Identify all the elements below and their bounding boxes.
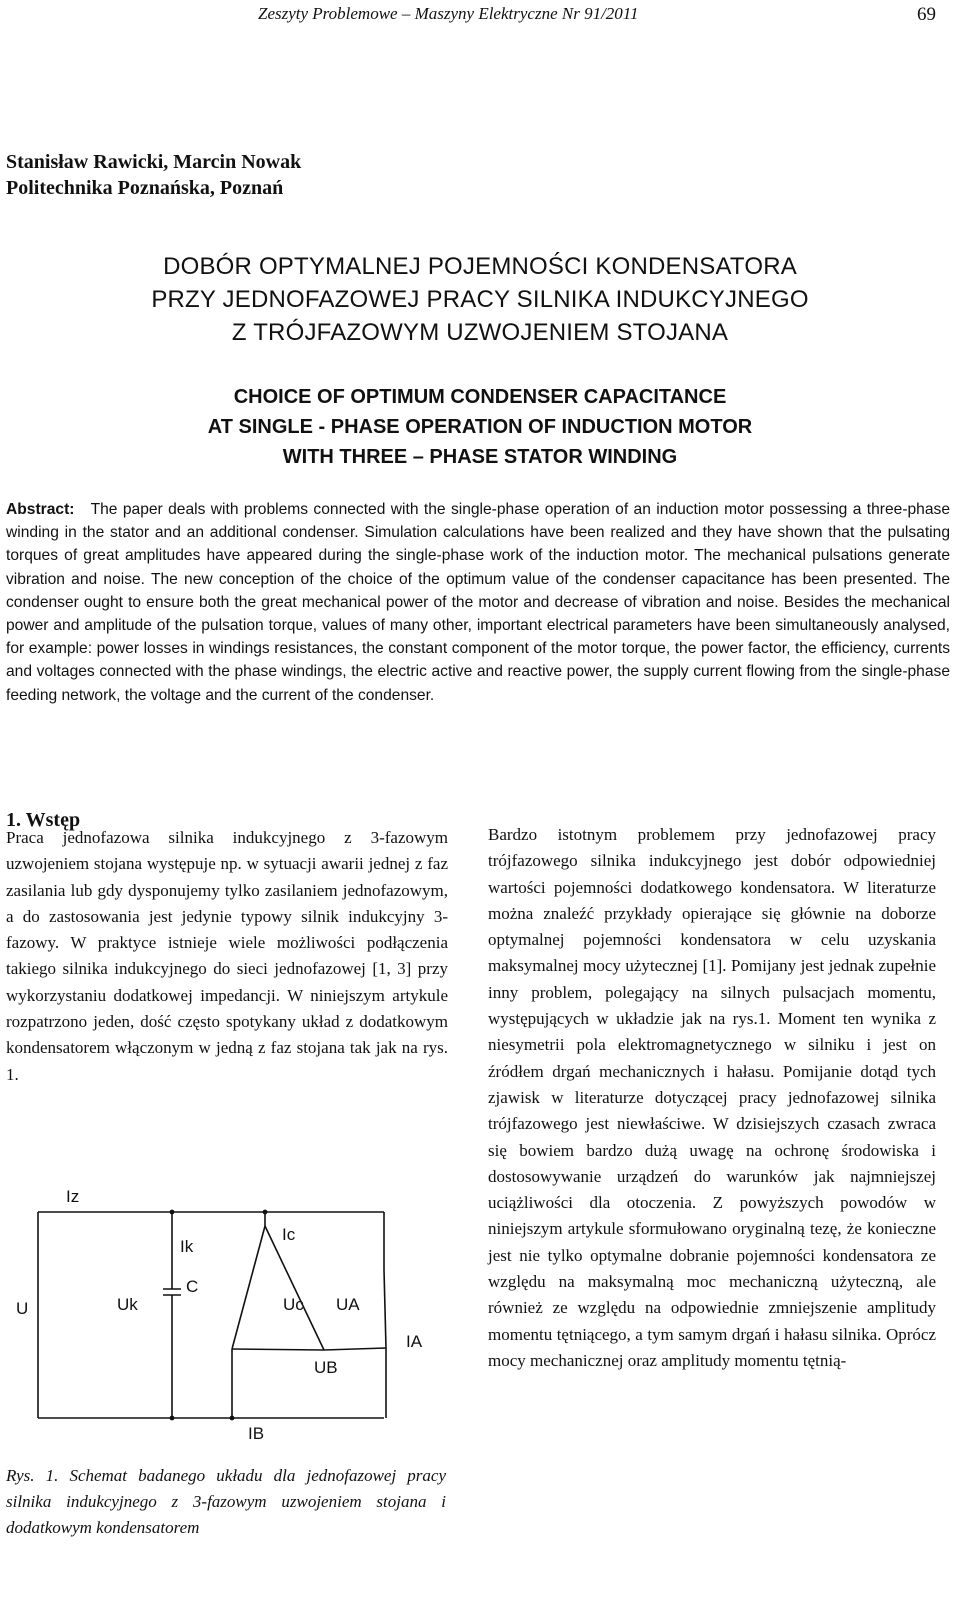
label-ib: IB [248,1424,265,1443]
title-english-line: CHOICE OF OPTIMUM CONDENSER CAPACITANCE [233,386,727,408]
author-affiliation: Politechnika Poznańska, Poznań [6,177,284,199]
left-column-text: Praca jednofazowa silnika indukcyjnego z 3-fazowym uzwojeniem stojana występuje np. w sytuacji awarii jednej z faz zasilania lub gdy dysponujemy tylko zasilaniem jednofazowym, a do zastosowania jest jedynie typowy silnik indukcyjny 3-fazowy. W praktyce istnieje wiele możliwości podłączenia takiego silnika indukcyjnego do sieci jednofazowej [1, 3] przy wykorzystaniu dodatkowej impedancji. W niniejszym artykule rozpatrzono jeden, dość często spotykany układ z dodatkowym kondensatorem włączonym w jedną z faz stojana tak jak na rys. 1. [6,828,448,1084]
label-uc: Uc [283,1295,304,1314]
label-u: U [16,1299,29,1318]
author-block [6,149,301,201]
junction-dot [263,1210,268,1215]
winding-c [232,1226,265,1349]
winding-a [265,1226,324,1350]
title-polish-line: DOBÓR OPTYMALNEJ POJEMNOŚCI KONDENSATORA [163,253,797,280]
circuit-diagram [12,1180,464,1450]
title-polish [0,250,960,349]
title-polish-line: PRZY JEDNOFAZOWEJ PRACY SILNIKA INDUKCYJNEGO [151,286,809,313]
figure-caption: Rys. 1. Schemat badanego układu dla jednofazowej pracy silnika indukcyjnego z 3-fazowym uzwojeniem stojana i dodatkowym kondensatorem [6,1466,446,1537]
label-iz: Iz [66,1187,80,1206]
right-column-text: Bardzo istotnym problemem przy jednofazowej pracy trójfazowego silnika indukcyjnego jest dobór odpowiedniej wartości pojemności dodatkowego kondensatora. W literaturze można znaleźć przykłady opierające się głównie na doborze optymalnej pojemności kondensatora w celu uzyskania maksymalnej mocy użytecznej [1]. Pomijany jest jednak zupełnie inny problem, polegający na silnych pulsacjach momentu, występujących w układzie jak na rys.1. Moment ten wynika z niesymetrii pola elektromagnetycznego w silniku i jest on źródłem drgań mechanicznych i hałasu. Pomijanie dotąd tych zjawisk w literaturze dotyczącej pracy jednofazowej silnika trójfazowego jest niewłaściwe. W dzisiejszych czasach zwraca się bowiem bardzo dużą uwagę na ochronę środowiska i dostosowywanie urządzeń do warunków jak najmniejszej uciążliwości dla otoczenia. Z powyższych powodów w niniejszym artykule sformułowano oryginalną tezę, że konieczne jest nie tylko optymalne dobranie pojemności kondensatora ze względu na maksymalną moc mechaniczną użyteczną, ale również ze względu na odpowiednie zmniejszenie amplitudy momentu tętniącego, a tym samym drgań i hałasu silnika. Oprócz mocy mechanicznej oraz amplitudy momentu tętnią- [488,825,936,1370]
label-ik: Ik [180,1237,194,1256]
junction-dot [170,1416,175,1421]
label-c: C [186,1277,199,1296]
title-english-line: AT SINGLE - PHASE OPERATION OF INDUCTION MOTOR [207,416,753,438]
label-ub: UB [314,1358,338,1377]
node-right-lead [324,1348,386,1350]
title-english [0,382,960,472]
right-column [488,822,936,1374]
author-names: Stanisław Rawicki, Marcin Nowak [6,151,302,173]
junction-dot [170,1210,175,1215]
winding-b [232,1349,324,1350]
label-ia: IA [406,1332,423,1351]
abstract-text: The paper deals with problems connected with the single-phase operation of an induction motor possessing a three-phase winding in the stator and an additional condenser. Simulation calculations have been realized and they have shown that the pulsating torques of great amplitudes have appeared during the single-phase work of the induction motor. The mechanical pulsations generate vibration and noise. The new conception of the choice of the optimum value of the condenser capacitance has been presented. The condenser ought to ensure both the great mechanical power of the motor and decrease of vibration and noise. Besides the mechanical power and amplitude of the pulsation torque, values of many other, important electrical parameters have been simultaneously analysed, for example: power losses in windings resistances, the constant component of the motor torque, the power factor, the efficiency, currents and voltages connected with the phase windings, the electric active and reactive power, the supply current flowing from the single-phase feeding network, the voltage and the current of the condenser. [6,501,950,704]
label-ic: Ic [282,1225,296,1244]
junction-dot [230,1416,235,1421]
title-english-line: WITH THREE – PHASE STATOR WINDING [282,446,678,468]
right-wire [384,1270,386,1348]
page-number: 69 [917,4,936,25]
title-polish-line: Z TRÓJFAZOWYM UZWOJENIEM STOJANA [231,319,729,346]
left-column [6,825,448,1088]
label-ua: UA [336,1295,360,1314]
journal-name: Zeszyty Problemowe – Maszyny Elektryczne Nr 91/2011 [258,4,639,23]
abstract [6,498,950,707]
figure-circuit [12,1180,464,1450]
page-header [0,4,960,28]
section-heading: 1. Wstęp [6,809,81,831]
label-uk: Uk [117,1295,138,1314]
abstract-label: Abstract: [6,501,75,518]
